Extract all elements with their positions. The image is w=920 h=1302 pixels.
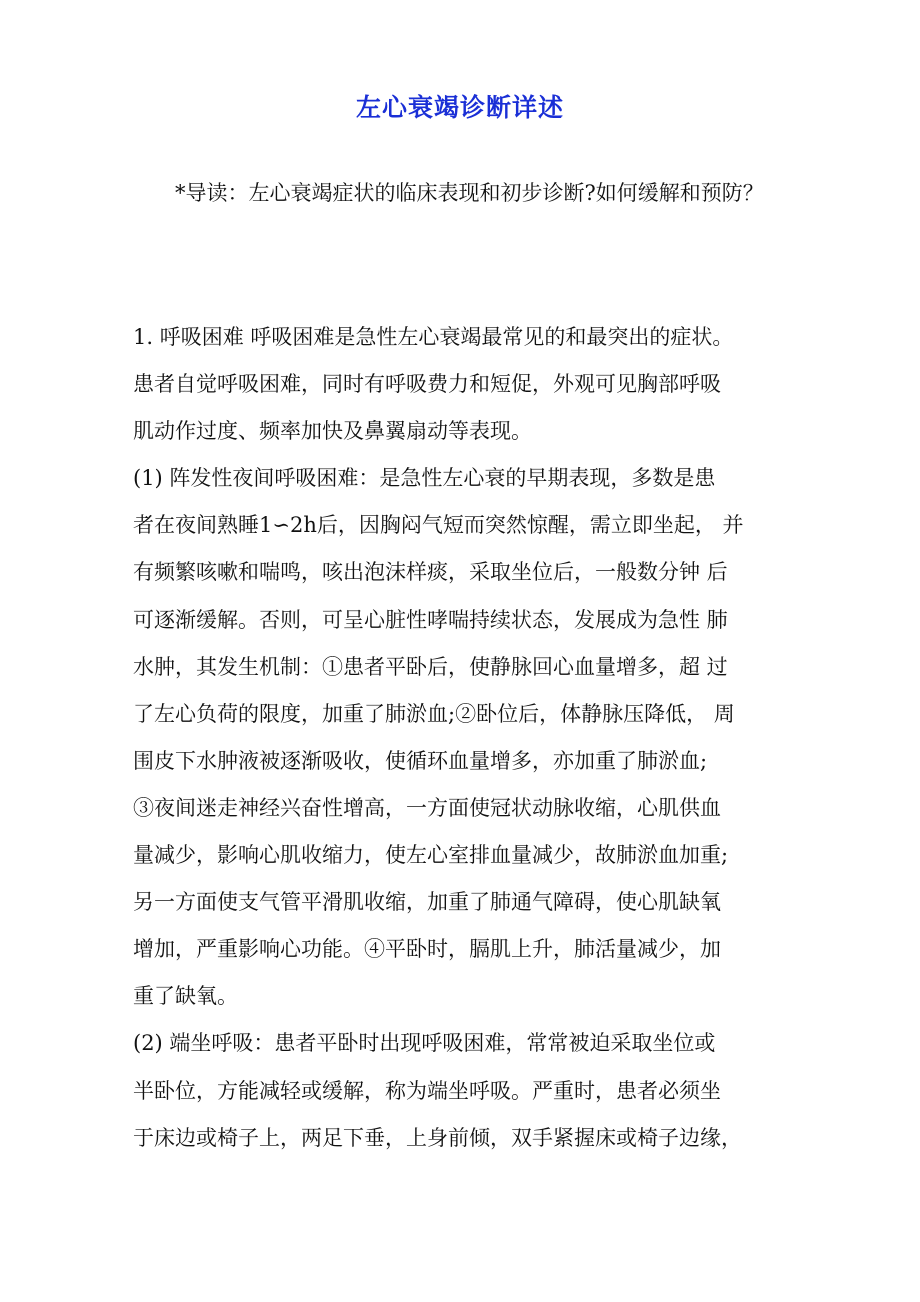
text-line: ③夜间迷走神经兴奋性增高，一方面使冠状动脉收缩，心肌供血: [133, 795, 721, 820]
text-line: 了左心负荷的限度，加重了肺淤血;②卧位后，体静脉压降低， 周: [133, 701, 735, 726]
text-line: 可逐渐缓解。否则，可呈心脏性哮喘持续状态，发展成为急性 肺: [133, 607, 728, 632]
text-line: (2) 端坐呼吸：患者平卧时出现呼吸困难，常常被迫采取坐位或: [133, 1031, 716, 1056]
text-line: 于床边或椅子上，两足下垂，上身前倾，双手紧握床或椅子边缘，: [133, 1125, 742, 1150]
text-line: 半卧位，方能减轻或缓解，称为端坐呼吸。严重时，患者必须坐: [133, 1078, 721, 1103]
text-line: 肌动作过度、频率加快及鼻翼扇动等表现。: [133, 419, 532, 444]
text-line: 者在夜间熟睡1∽2h后，因胸闷气短而突然惊醒，需立即坐起， 并: [133, 513, 744, 538]
intro-paragraph: *导读：左心衰竭症状的临床表现和初步诊断?如何缓解和预防？: [175, 181, 764, 205]
text-line: (1) 阵发性夜间呼吸困难：是急性左心衰的早期表现，多数是患: [133, 466, 716, 491]
document-title: 左心衰竭诊断详述: [355, 93, 564, 122]
text-line: 水肿，其发生机制：①患者平卧后，使静脉回心血量增多，超 过: [133, 654, 728, 679]
text-line: 围皮下水肿液被逐渐吸收，使循环血量增多，亦加重了肺淤血;: [133, 748, 708, 773]
text-line: 增加，严重影响心功能。④平卧时，膈肌上升，肺活量减少，加: [133, 937, 721, 962]
text-line: 1. 呼吸困难 呼吸困难是急性左心衰竭最常见的和最突出的症状。: [133, 325, 734, 349]
text-line: 另一方面使支气管平滑肌收缩，加重了肺通气障碍，使心肌缺氧: [133, 890, 721, 915]
text-line: 重了缺氧。: [133, 984, 238, 1009]
text-line: 患者自觉呼吸困难，同时有呼吸费力和短促，外观可见胸部呼吸: [133, 372, 721, 397]
text-line: 有频繁咳嗽和喘鸣，咳出泡沫样痰，采取坐位后，一般数分钟 后: [133, 560, 728, 585]
text-line: 量减少，影响心肌收缩力，使左心室排血量减少，故肺淤血加重;: [133, 843, 729, 868]
body-text: [133, 314, 793, 1162]
